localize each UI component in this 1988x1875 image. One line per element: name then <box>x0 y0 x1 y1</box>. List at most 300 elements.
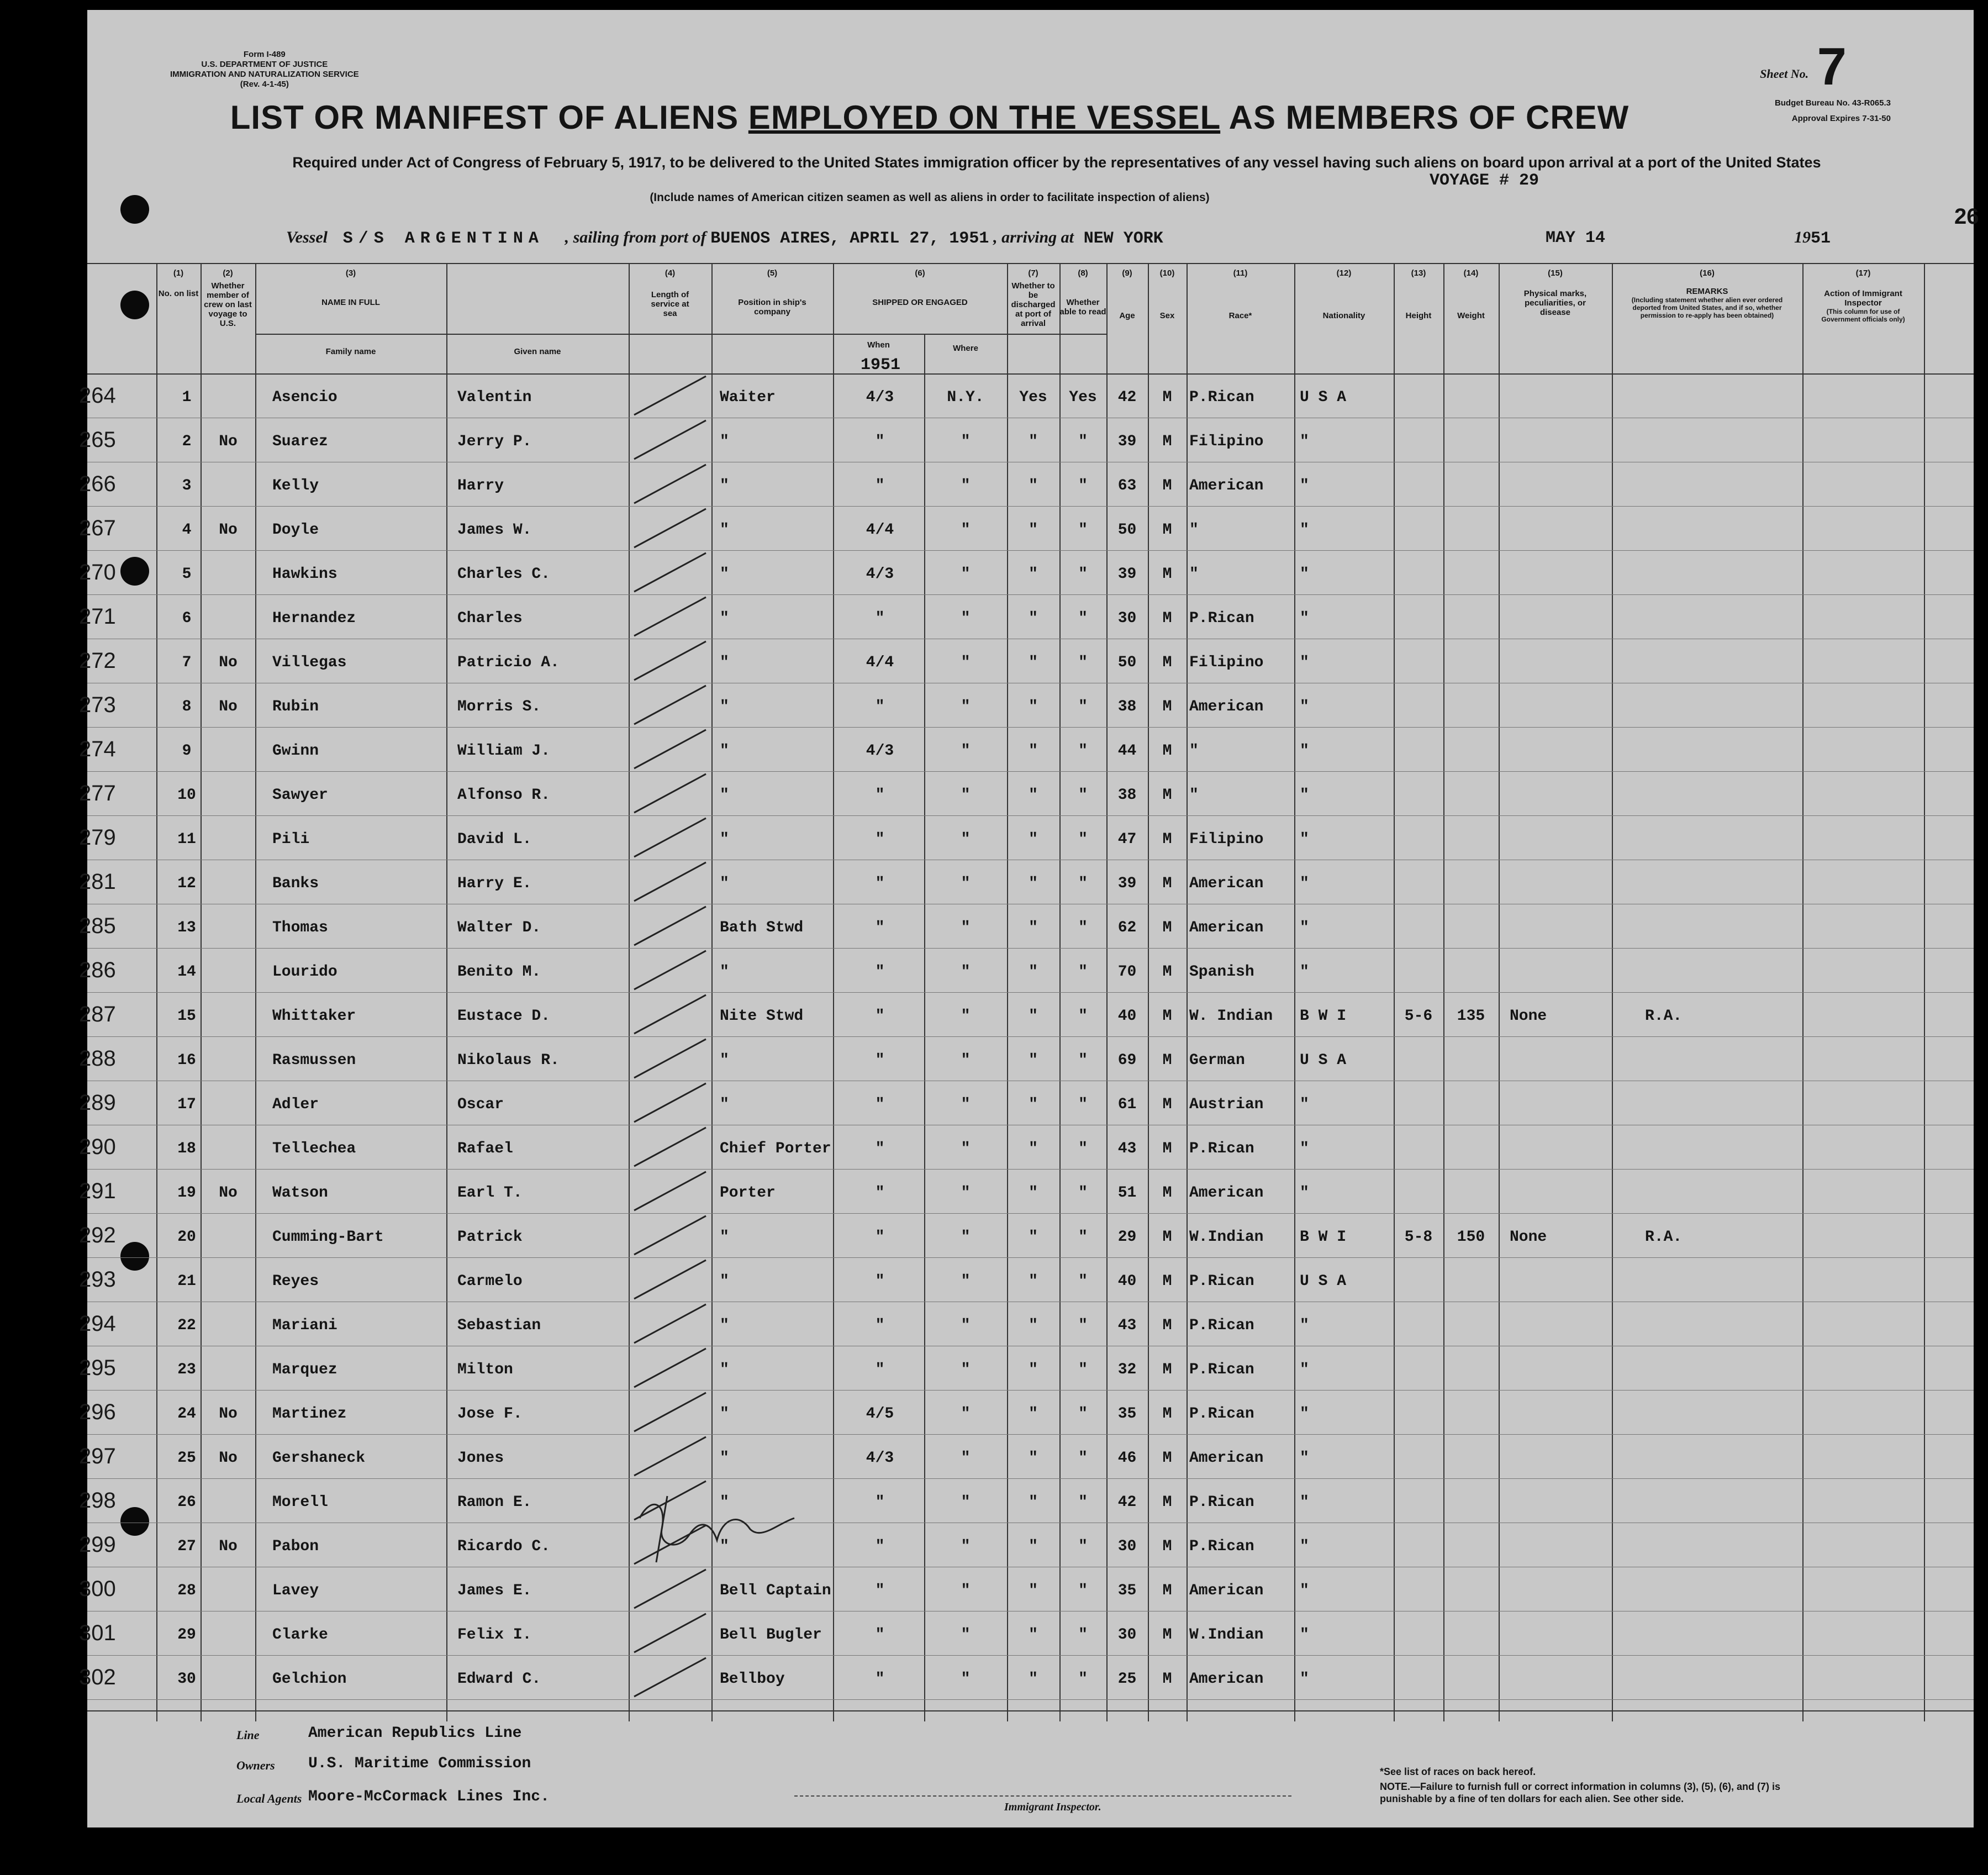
cell-race: " <box>1189 742 1199 760</box>
cell-height: 5-6 <box>1404 1008 1433 1025</box>
cell-race: " <box>1189 566 1199 583</box>
col-5-header <box>711 268 833 317</box>
row-divider <box>87 1257 1974 1258</box>
cell-when: " <box>875 698 885 715</box>
row-divider <box>87 1390 1974 1391</box>
cell-position: " <box>720 698 729 715</box>
cell-no: 1 <box>182 389 192 406</box>
cell-sex: M <box>1162 875 1172 892</box>
cell-position: " <box>720 875 729 892</box>
cell-when: " <box>875 1582 885 1599</box>
cell-last: No <box>219 1450 238 1467</box>
cell-where: " <box>961 698 971 715</box>
cell-nat: " <box>1300 522 1309 539</box>
col-1-num: (1) <box>173 268 184 278</box>
cell-disch: " <box>1029 1008 1038 1025</box>
col-3-label: NAME IN FULL <box>321 298 380 307</box>
cell-given: James E. <box>457 1582 532 1599</box>
cell-race: German <box>1189 1052 1245 1069</box>
col-13-num: (13) <box>1411 268 1426 278</box>
cell-read: Yes <box>1069 389 1097 406</box>
cell-position: Nite Stwd <box>720 1008 804 1025</box>
cell-race: P.Rican <box>1189 1405 1254 1423</box>
cell-read: " <box>1078 831 1088 848</box>
cell-when: " <box>875 1361 885 1378</box>
row-divider <box>87 992 1974 993</box>
cell-given: Harry <box>457 477 504 494</box>
cell-when: " <box>875 1229 885 1246</box>
cell-position: " <box>720 477 729 494</box>
cell-nat: " <box>1300 610 1309 627</box>
cell-age: 30 <box>1117 610 1137 627</box>
cell-last: No <box>219 522 238 539</box>
cell-read: " <box>1078 1361 1088 1378</box>
cell-age: 61 <box>1117 1096 1137 1113</box>
cell-disch: " <box>1029 1671 1038 1688</box>
cell-where: " <box>961 1405 971 1423</box>
cell-read: " <box>1078 1229 1088 1246</box>
cell-disch: " <box>1029 1096 1038 1113</box>
margin-number: 289 <box>79 1091 116 1115</box>
cell-where: " <box>961 654 971 671</box>
cell-given: Ramon E. <box>457 1494 532 1511</box>
cell-sex: M <box>1162 963 1172 981</box>
cell-sex: M <box>1162 1538 1172 1555</box>
cell-position: " <box>720 963 729 981</box>
margin-number: 292 <box>79 1223 116 1247</box>
service-stroke <box>634 509 706 547</box>
cell-nat: " <box>1300 787 1309 804</box>
year-value: 51 <box>1811 229 1831 248</box>
cell-position: " <box>720 1361 729 1378</box>
cell-no: 26 <box>177 1494 196 1511</box>
cell-given: Ricardo C. <box>457 1538 551 1555</box>
service-stroke <box>634 376 706 415</box>
cell-no: 9 <box>182 742 192 760</box>
cell-sex: M <box>1162 1273 1172 1290</box>
col-16-label: REMARKS <box>1686 287 1728 296</box>
cell-where: " <box>961 1450 971 1467</box>
cell-disch: " <box>1029 1140 1038 1157</box>
cell-when: " <box>875 1494 885 1511</box>
cell-given: Edward C. <box>457 1671 541 1688</box>
cell-disch: " <box>1029 1450 1038 1467</box>
cell-race: P.Rican <box>1189 1317 1254 1334</box>
crew-table <box>79 263 1974 1721</box>
cell-position: " <box>720 1405 729 1423</box>
cell-position: " <box>720 1229 729 1246</box>
col-13-label: Height <box>1405 311 1432 320</box>
col-10-label: Sex <box>1159 311 1175 320</box>
cell-race: P.Rican <box>1189 610 1254 627</box>
row-divider <box>87 727 1974 728</box>
cell-family: Thomas <box>272 919 328 936</box>
cell-no: 10 <box>177 787 196 804</box>
service-stroke <box>634 862 706 901</box>
cell-age: 69 <box>1117 1052 1137 1069</box>
cell-when: " <box>875 610 885 627</box>
cell-when: 4/3 <box>866 389 894 406</box>
cell-when: " <box>875 831 885 848</box>
revision: (Rev. 4-1-45) <box>240 80 289 89</box>
cell-nat: " <box>1300 1096 1309 1113</box>
cell-weight: 150 <box>1457 1229 1485 1246</box>
cell-position: " <box>720 1273 729 1290</box>
cell-sex: M <box>1162 1096 1172 1113</box>
inspector-signature <box>629 1485 805 1568</box>
service-stroke <box>634 1393 706 1431</box>
col-1-label: No. on list <box>158 289 199 298</box>
cell-given: Charles <box>457 610 523 627</box>
margin-number: 266 <box>79 472 116 496</box>
cell-given: Milton <box>457 1361 513 1378</box>
service-stroke <box>634 1128 706 1166</box>
service-stroke <box>634 641 706 680</box>
cell-disch: " <box>1029 698 1038 715</box>
cell-where: " <box>961 919 971 936</box>
cell-height: 5-8 <box>1404 1229 1433 1246</box>
cell-read: " <box>1078 875 1088 892</box>
cell-position: " <box>720 831 729 848</box>
cell-last: No <box>219 654 238 671</box>
cell-sex: M <box>1162 1626 1172 1644</box>
margin-number: 273 <box>79 693 116 717</box>
col-17-header <box>1802 268 1924 323</box>
cell-no: 7 <box>182 654 192 671</box>
arriving-label: , arriving at <box>993 228 1074 246</box>
col-9-header <box>1106 268 1148 320</box>
cell-age: 25 <box>1117 1671 1137 1688</box>
cell-no: 12 <box>177 875 196 892</box>
cell-no: 25 <box>177 1450 196 1467</box>
cell-no: 5 <box>182 566 192 583</box>
approval-expires: Approval Expires 7-31-50 <box>1791 114 1891 123</box>
cell-nat: U S A <box>1300 389 1347 406</box>
cell-where: " <box>961 1361 971 1378</box>
cell-nat: " <box>1300 1405 1309 1423</box>
cell-sex: M <box>1162 1494 1172 1511</box>
cell-given: Carmelo <box>457 1273 523 1290</box>
cell-last: No <box>219 1184 238 1202</box>
col-11-label: Race* <box>1228 311 1252 320</box>
cell-family: Clarke <box>272 1626 328 1644</box>
margin-number: 274 <box>79 737 116 761</box>
cell-position: " <box>720 566 729 583</box>
cell-no: 22 <box>177 1317 196 1334</box>
col-16-header <box>1612 268 1802 319</box>
cell-disch: " <box>1029 433 1038 450</box>
cell-age: 38 <box>1117 787 1137 804</box>
margin-number: 281 <box>79 870 116 894</box>
cell-no: 2 <box>182 433 192 450</box>
cell-read: " <box>1078 1273 1088 1290</box>
cell-race: " <box>1189 787 1199 804</box>
service-stroke <box>634 995 706 1034</box>
cell-race: W.Indian <box>1189 1626 1264 1644</box>
required-text: Required under Act of Congress of February 5, 1917, to be delivered to the United States immigration officer by the representatives of any vessel having such aliens on board upon arrival at a port of the United States <box>292 154 1821 171</box>
cell-family: Marquez <box>272 1361 338 1378</box>
cell-race: W. Indian <box>1189 1008 1273 1025</box>
voyage-number: VOYAGE # 29 <box>1430 171 1539 190</box>
service-stroke <box>634 1349 706 1387</box>
cell-no: 30 <box>177 1671 196 1688</box>
cell-no: 24 <box>177 1405 196 1423</box>
cell-family: Pili <box>272 831 310 848</box>
cell-disch: " <box>1029 610 1038 627</box>
year-prefix: 19 <box>1794 228 1811 246</box>
page-mark: 26 <box>1954 204 1979 229</box>
cell-position: " <box>720 433 729 450</box>
cell-position: " <box>720 522 729 539</box>
cell-position: " <box>720 610 729 627</box>
cell-nat: " <box>1300 742 1309 760</box>
service-stroke <box>634 1172 706 1210</box>
cell-family: Sawyer <box>272 787 328 804</box>
cell-when: " <box>875 1096 885 1113</box>
cell-sex: M <box>1162 1671 1172 1688</box>
cell-where: " <box>961 1140 971 1157</box>
cell-race: American <box>1189 919 1264 936</box>
cell-given: Rafael <box>457 1140 513 1157</box>
row-divider <box>87 550 1974 551</box>
cell-when: " <box>875 1273 885 1290</box>
cell-age: 38 <box>1117 698 1137 715</box>
margin-number: 267 <box>79 516 116 540</box>
cell-race: American <box>1189 1450 1264 1467</box>
cell-sex: M <box>1162 1582 1172 1599</box>
arrival-day: MAY 14 <box>1546 229 1606 247</box>
cell-age: 39 <box>1117 566 1137 583</box>
inspector-line <box>794 1795 1291 1797</box>
cell-race: P.Rican <box>1189 389 1254 406</box>
service-stroke <box>634 951 706 989</box>
cell-read: " <box>1078 1008 1088 1025</box>
cell-no: 6 <box>182 610 192 627</box>
service-stroke <box>634 1437 706 1476</box>
vessel-name: S/S ARGENTINA <box>342 229 544 248</box>
cell-race: P.Rican <box>1189 1538 1254 1555</box>
cell-where: " <box>961 1229 971 1246</box>
cell-family: Villegas <box>272 654 347 671</box>
cell-disch: " <box>1029 1184 1038 1202</box>
cell-given: Eustace D. <box>457 1008 551 1025</box>
margin-number: 279 <box>79 825 116 850</box>
cell-where: " <box>961 1273 971 1290</box>
cell-where: " <box>961 1184 971 1202</box>
agents-value: Moore-McCormack Lines Inc. <box>308 1788 550 1805</box>
col-4-label: Length of service at sea <box>651 290 689 318</box>
cell-race: American <box>1189 1582 1264 1599</box>
cell-nat: B W I <box>1300 1008 1347 1025</box>
manifest-sheet <box>79 10 1979 1827</box>
cell-given: Walter D. <box>457 919 541 936</box>
cell-family: Hawkins <box>272 566 338 583</box>
col-7-label: Whether to be discharged at port of arrival <box>1011 281 1056 328</box>
cell-race: Filipino <box>1189 433 1264 450</box>
cell-age: 46 <box>1117 1450 1137 1467</box>
cell-sex: M <box>1162 787 1172 804</box>
margin-number: 293 <box>79 1267 116 1292</box>
cell-sex: M <box>1162 433 1172 450</box>
cell-nat: " <box>1300 698 1309 715</box>
col-3-header <box>255 268 446 307</box>
owners-value: U.S. Maritime Commission <box>308 1755 531 1772</box>
service-stroke <box>634 686 706 724</box>
cell-sex: M <box>1162 1140 1172 1157</box>
cell-race: American <box>1189 1671 1264 1688</box>
arrival-date <box>1546 228 1605 247</box>
cell-disch: " <box>1029 1582 1038 1599</box>
cell-nat: " <box>1300 919 1309 936</box>
cell-position: " <box>720 1317 729 1334</box>
cell-where: " <box>961 610 971 627</box>
cell-nat: " <box>1300 1450 1309 1467</box>
margin-number: 296 <box>79 1400 116 1424</box>
title-part-3: AS MEMBERS OF CREW <box>1220 99 1630 136</box>
col-6-header <box>833 268 1007 307</box>
cell-race: Spanish <box>1189 963 1254 981</box>
row-divider <box>87 1699 1974 1700</box>
cell-race: American <box>1189 698 1264 715</box>
cell-disch: " <box>1029 1052 1038 1069</box>
cell-sex: M <box>1162 742 1172 760</box>
service: IMMIGRATION AND NATURALIZATION SERVICE <box>170 70 359 79</box>
cell-read: " <box>1078 1671 1088 1688</box>
cell-sex: M <box>1162 477 1172 494</box>
col-14-label: Weight <box>1457 311 1485 320</box>
cell-family: Rubin <box>272 698 319 715</box>
cell-no: 14 <box>177 963 196 981</box>
col-3-given-label: Given name <box>514 347 561 356</box>
title-part-2: EMPLOYED ON THE VESSEL <box>748 99 1221 136</box>
cell-when: " <box>875 1626 885 1644</box>
cell-disch: " <box>1029 742 1038 760</box>
service-stroke <box>634 774 706 813</box>
row-divider <box>87 815 1974 816</box>
cell-family: Morell <box>272 1494 328 1511</box>
col-16-num: (16) <box>1700 268 1715 278</box>
include-note: (Include names of American citizen seamen as well as aliens in order to facilitate inspection of aliens) <box>650 191 1210 204</box>
margin-number: 271 <box>79 604 116 629</box>
col-11-header <box>1187 268 1294 320</box>
cell-nat: " <box>1300 1140 1309 1157</box>
cell-weight: 135 <box>1457 1008 1485 1025</box>
cell-disch: " <box>1029 963 1038 981</box>
cell-age: 42 <box>1117 1494 1137 1511</box>
cell-position: Bell Captain <box>720 1582 831 1599</box>
cell-remarks: R.A. <box>1645 1008 1683 1025</box>
col-8-header <box>1059 268 1106 317</box>
cell-race: P.Rican <box>1189 1273 1254 1290</box>
cell-no: 19 <box>177 1184 196 1202</box>
cell-age: 50 <box>1117 654 1137 671</box>
cell-position: " <box>720 1494 729 1511</box>
cell-family: Rasmussen <box>272 1052 356 1069</box>
col-1-header <box>156 268 201 298</box>
cell-no: 18 <box>177 1140 196 1157</box>
cell-disch: " <box>1029 1538 1038 1555</box>
cell-where: N.Y. <box>947 389 984 406</box>
row-divider <box>87 948 1974 949</box>
cell-age: 32 <box>1117 1361 1137 1378</box>
margin-number: 291 <box>79 1179 116 1203</box>
col-12-num: (12) <box>1336 268 1352 278</box>
cell-when: " <box>875 1140 885 1157</box>
col-6-when-label: When <box>867 340 890 350</box>
cell-sex: M <box>1162 522 1172 539</box>
service-stroke <box>634 818 706 857</box>
vessel-label: Vessel <box>286 228 328 246</box>
cell-when: " <box>875 1184 885 1202</box>
cell-nat: " <box>1300 433 1309 450</box>
service-stroke <box>634 1216 706 1255</box>
cell-race: P.Rican <box>1189 1494 1254 1511</box>
col-17-num: (17) <box>1855 268 1871 278</box>
cell-read: " <box>1078 1317 1088 1334</box>
service-stroke <box>634 1304 706 1343</box>
cell-last: No <box>219 1538 238 1555</box>
cell-sex: M <box>1162 1052 1172 1069</box>
service-stroke <box>634 1614 706 1652</box>
cell-read: " <box>1078 1494 1088 1511</box>
cell-given: Felix I. <box>457 1626 532 1644</box>
line-label: Line <box>236 1728 260 1742</box>
cell-family: Gelchion <box>272 1671 347 1688</box>
service-stroke <box>634 1083 706 1122</box>
margin-number: 287 <box>79 1002 116 1026</box>
col-10-num: (10) <box>1159 268 1175 278</box>
cell-no: 16 <box>177 1052 196 1069</box>
cell-family: Adler <box>272 1096 319 1113</box>
cell-age: 51 <box>1117 1184 1137 1202</box>
cell-age: 42 <box>1117 389 1137 406</box>
cell-family: Hernandez <box>272 610 356 627</box>
cell-family: Reyes <box>272 1273 319 1290</box>
cell-family: Gwinn <box>272 742 319 760</box>
cell-last: No <box>219 433 238 450</box>
margin-number: 301 <box>79 1621 116 1645</box>
agents-label: Local Agents <box>236 1792 302 1805</box>
col-6-num: (6) <box>915 268 925 278</box>
cell-disch: " <box>1029 477 1038 494</box>
cell-race: American <box>1189 477 1264 494</box>
col-3-family-label: Family name <box>325 347 376 356</box>
cell-where: " <box>961 1494 971 1511</box>
col-15-label: Physical marks, peculiarities, or disease <box>1523 289 1587 317</box>
cell-read: " <box>1078 1538 1088 1555</box>
row-divider <box>87 1478 1974 1479</box>
cell-where: " <box>961 831 971 848</box>
col-12-label: Nationality <box>1322 311 1365 320</box>
inspector-label: Immigrant Inspector. <box>1004 1801 1101 1813</box>
cell-sex: M <box>1162 1405 1172 1423</box>
margin-number: 265 <box>79 428 116 452</box>
cell-read: " <box>1078 1582 1088 1599</box>
col-8-label: Whether able to read <box>1059 298 1106 317</box>
cell-age: 39 <box>1117 433 1137 450</box>
cell-family: Whittaker <box>272 1008 356 1025</box>
cell-disch: " <box>1029 1361 1038 1378</box>
cell-position: Bath Stwd <box>720 919 804 936</box>
col-12-header <box>1294 268 1394 320</box>
cell-race: " <box>1189 522 1199 539</box>
cell-sex: M <box>1162 654 1172 671</box>
col-14-num: (14) <box>1463 268 1479 278</box>
cell-given: Morris S. <box>457 698 541 715</box>
col-9-num: (9) <box>1122 268 1132 278</box>
cell-no: 8 <box>182 698 192 715</box>
cell-where: " <box>961 787 971 804</box>
